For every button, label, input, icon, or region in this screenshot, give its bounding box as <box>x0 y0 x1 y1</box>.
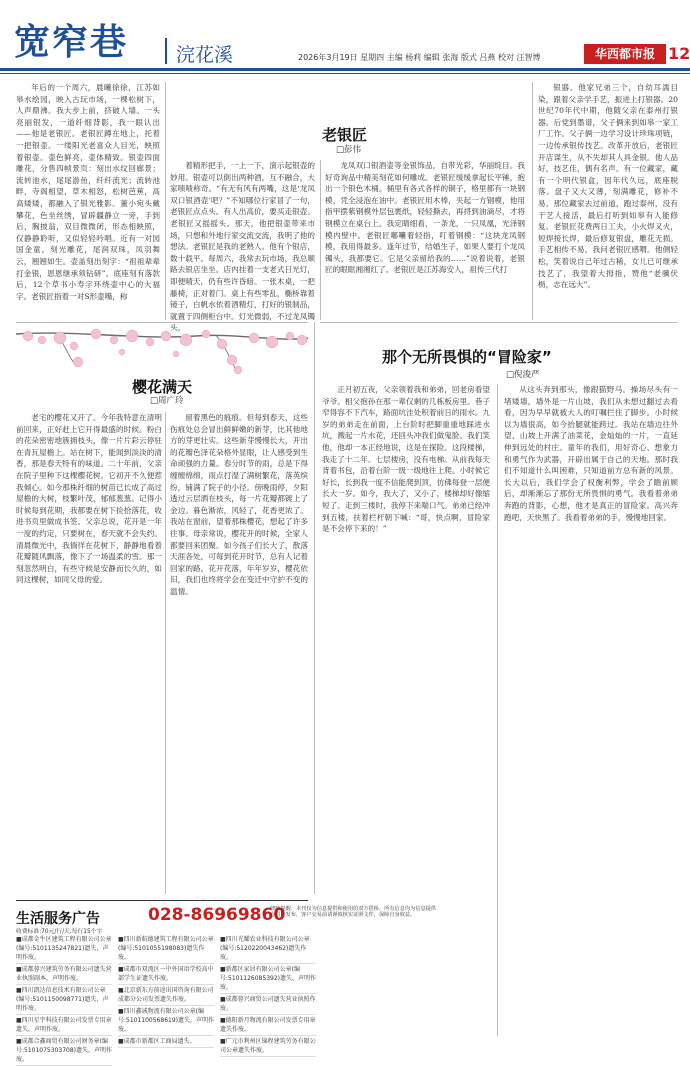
ad-section-title: 生活服务广告 <box>16 911 100 927</box>
article-paragraph: 年后的一个周六，晨曦徐徐，江苏如皋水绘园，映入古玩市场，一棵松树下，人声鼎沸。我大步上前，挤破人墙。一头亮丽银发，一道纤细背影，我一眼认出——他是老银匠。老银匠蹲在地上，托着一把银壶。一缕阳光老喜众人目光，映照着银壶。壶色鲜亮，壶体精致。银壶四面雕花，分售四帧景页：刻出水纹回廊景；流转池水，尾尾游鱼，纤纤流光；流转池畔，寺阁相望，草木相怒，松树芭蕉，高高矮矮，都融入了银光雅影。董小宛头戴攀花，色坐丝绣，冒辟疆静立一旁，手到后，胸披翁，双目微微闭，形态相映照，仅静静聆听，又似轻轻吟唱。近有一对园国金童，刻光雕花，尾润双珠，凤羽舞云，翘翘如生。壶盖刻出刻字：“祖祖辈辈打金银，恩恩继承须钻研”。底座刻有落款后，12个草书小寿字环绕壶中心的大福字。老银匠指着一对S形壶嘴，称 <box>16 83 160 301</box>
ad-item: ■新都区家居有限公司公章(编号:5101126085392)遗失，声明作废。 <box>220 964 316 994</box>
column-divider <box>165 82 166 320</box>
article-column <box>504 384 678 1036</box>
ad-item: ■成都市双流区一中外国语学校高中部学生证遗失作废。 <box>118 964 214 985</box>
ad-item: ■成都市新都区工商局遗失。 <box>118 1036 214 1048</box>
article-paragraph: 留着黑色的痕痕。但每到春天，这些伤痕处总会冒出鲜鲜嫩的新芽，比其他地方的芽更壮实。这些新芽慢慢长大，开出的花瓣色泽花朵格外显眼，让人感受到生命顽强的力量。春分时节的雨，总是下得缠缠绵绵，雨点打湿了满树繁花，落英缤纷，铺满了院子的小径。傍晚雨停，夕阳透过云层洒在枝头，每一片花瓣都镀上了金边。暮色渐浓，风轻了，花香更浓了。我站在窗前，望着那株樱花，想起了许多往事。母亲常说，樱花开的时候，全家人都要回来团聚。如今孩子们长大了，散落天涯各处，可每到花开时节，总有人记着回家的路。花开花落，年年岁岁，樱花依旧，我们也终将学会在变迁中守护不变的温情。 <box>170 413 308 596</box>
ad-item: ■成都合鑫商贸有限公司财务章(编号:5101075303708)遗失，声明作废。 <box>16 1036 112 1066</box>
article-byline: □周广玲 <box>150 396 184 406</box>
page-number: 12 <box>668 44 690 63</box>
ad-column <box>16 934 112 1063</box>
article-paragraph: 正月初五夜，父亲领着我和弟弟，回老房看望爷爷。相父抱孙在那一辈仅剩的几栋板房里。巷子窄得容不下汽车，路面坑洼处积着前日的雨水。九岁的弟弟走在前面，上台阶时把脚重重地踩进水坑，溅起一片水花，还回头冲我们做鬼脸。我们笑他，他却一本正经地说，这是在探险。这段楼梯，我走了十二年。七层楼房，没有电梯。从前我每天背着书包，沿着台阶一级一级地往上爬。小时候它好长，长到我一度不信能爬到顶，仿佛每登一层便长大一岁。如今，我大了，又小了，楼梯却好像缩短了。走到三楼时，我停下来喘口气。弟弟已经冲到五楼，扶着栏杆朝下喊：“哥，快点啊，冒险家是不会停下来的！” <box>322 385 490 534</box>
column-divider <box>497 384 498 1036</box>
header-divider <box>165 38 167 64</box>
ad-column <box>220 934 316 1054</box>
ad-item: ■成都金牛区建筑工程有限公司公章(编号:5101135247821)遗失，声明作废。 <box>16 934 112 964</box>
section-title: 宽窄巷 <box>14 22 129 63</box>
ad-fee-note: 收费标准:70元/行/天,每行15个字 <box>16 929 103 935</box>
ad-item: ■四川鑫诚物流有限公司公章(编号:5101100568619)遗失，声明作废。 <box>118 1006 214 1036</box>
ad-item: ■成都蓉兴建筑劳务有限公司遗失营业执照副本，声明作废。 <box>16 964 112 985</box>
article-title: 老银匠 <box>322 126 368 144</box>
ad-divider <box>16 900 308 901</box>
article-column <box>16 82 160 320</box>
article-title: 樱花满天 <box>132 378 193 396</box>
article-paragraph: 从这头奔到那头，像跟猫野马。操场尽头有一堵矮墙，墙外是一片山坡，我们从未想过翻过去看看，因为早早就被大人的叮嘱拦住了脚步。小时候以为墙很高，如今抬腿就能跨过。我站在墙边往外望，山坡上开满了油菜花，金灿灿的一片，一直延伸到远处的村庄。童年的我们，用好奇心、想象力和勇气作为武器，开辟出属于自己的天地。那时我们不知道什么叫困难，只知道前方总有新的风景。长大以后，我们学会了权衡利弊，学会了瞻前顾后，却渐渐忘了那份无所畏惧的勇气。我看着弟弟奔跑的背影，心想，他才是真正的冒险家。高兴奔跑吧，天快黑了。我看着弟弟的手，慢慢地回家。 <box>504 385 678 522</box>
ad-phone: 028-86969860 <box>148 905 286 925</box>
column-divider <box>165 412 166 894</box>
article-paragraph: 老宅的樱花又开了。今年我特意在清明前回来，正好赶上它开得最盛的时候。粉白的花朵密密地簇拥枝头，像一片片彩云停驻在青瓦屋檐上。站在树下，能闻到淡淡的清香，那是春天特有的味道。二十年前，父亲在院子里种下这棵樱花树。它初开不久便惹我倾心。如今那株纤细的树苗已长成了高过屋檐的大树，枝繁叶茂，郁郁葱葱。记得小时候每到花期，我都要在树下捡拾落花，收进书页里做成书签。父亲总说，花开是一年一度的约定，只要树在，春天就不会失约。清晨微光中，我徜徉在花树下，静静地看着花瓣随风飘落，像下了一场温柔的雪。那一刻忽然明白，有些守候是安静而长久的，如同这棵树，如同父母的爱。 <box>16 413 162 585</box>
article-column <box>538 82 678 320</box>
article-paragraph: 银器。他家兄弟三个，自幼耳濡目染，跟着父亲学手艺，振进上打银器。20世纪70年代中期，他随父亲在泰州打银器。后党到墨谱，父子俩来到如皋一家工厂工作。父子俩一边学习设计珍珠项链，一边传承银传技艺。改革开放后，老银匠开店谋生，从不失却其人具金银。他人品好，技艺佳，偶有名声。有一位藏家，藏有一个明代银盒，因年代久远，底座脱落。盘子又大又薄，刻满雕花，修补不易。那位藏家去过前道，跑过泰州，没有干艺人接活，最后打听到如皋有人能修复。老银匠花费两日工夫，小火焊又火，短焊接长焊，最后修复银盘，雕花无损。手艺相传不易，我问老银匠感喟。他侧轻松，笑着说自己年过古稀，女儿已可继承技艺了，我望着大拇指，赞他“老骥伏枥，志在远大”。 <box>538 83 678 290</box>
ad-disclaimer: 律师提醒：本刊仅为信息提供和使用的双方搭桥，所有信息均为信息提供方自行发布，客户交易前请谨慎核实证照文件，保障自身权益。 <box>270 906 437 919</box>
article-byline: □倪浚严 <box>506 370 540 380</box>
ad-item: ■四川新航德建筑工程有限公司公章(编号:5101055198083)遗失作废。 <box>118 934 214 964</box>
cherry-blossom-illustration <box>16 326 308 378</box>
ad-column <box>118 934 214 1046</box>
article-column <box>170 160 315 333</box>
header-rule-thin <box>0 73 690 74</box>
section-divider <box>320 322 678 323</box>
article-paragraph: 着精形把手，一上一下，演示起银壶的妙用。银壶可以倒出两种酒，互不融合，大家啧啧称奇。“有无有风有两嘴，这是‘龙凤双口银酒壶’吧？”不知哪位行家冒了一句，老银匠点点头。有人出高价，要买走银壶。老银匠又摇摇头。那天，他把银壶带来市场，只想和外地行家交流交流，我明了他的想法。老银匠是我的老熟人。他有个银店，数十载平。每周六，我常去玩市场，我总顺路去银店坐坐。店内挂着一支老式日光灯，即便晴天，仍有些许昏暗。一张木桌，一把藤椅，正对着门。桌上有些零乱，椭桥靠着镜子，白帆水依着酒精灯，打好的银制品，就置于四侧柜台中。灯光微弱，不过龙凤镯头， <box>170 161 315 333</box>
header-rule <box>0 68 690 71</box>
ad-item: ■德阳新月物流有限公司发票专用章遗失作废。 <box>220 1015 316 1036</box>
article-column <box>170 412 308 894</box>
ad-grid <box>16 934 440 1063</box>
column-divider <box>532 82 533 320</box>
section-subtitle: 浣花溪 <box>176 44 234 66</box>
ad-item: ■成都蓉兴商贸公司遗失营业执照作废。 <box>220 994 316 1015</box>
ad-item: ■北京新东方前途出国咨询有限公司成都分公司发票遗失作废。 <box>118 985 214 1006</box>
column-divider <box>320 160 321 320</box>
ad-item: ■四川凯达信息技术有限公司公章(编号:5101150098771)遗失，声明作废。 <box>16 985 112 1015</box>
column-divider <box>314 322 315 894</box>
article-paragraph: 龙凤双口银酒壶等金银饰品，自带光彩，华丽绽目。我好奇询品中精美刻花如何雕成。老银匠缓缓拿起长平锤，抱出一个银色木桶。桶里有各式各样的铜子，格里都有一块钢模，凭全浸泡在油中。老银匠用木棒，夹起一方钢模，他用指甲摆紫钢模外层包裹纸，轻轻撕去，再捋到油滴尽，才将钢模立在桌台上。我定睛细看，一条龙，一只凤凰，光泽钢模内壁中。老银匠嘟囔着轻指，叮着钢模：“这块龙凤钢模，我用得最多。逢年过节，结婚生子，如果人要打个龙凤镯头，我都要它。它是父亲留给我的……”说着说着，老银匠的眼眶湘湘红了。老银匠是江苏海安人，祖传三代打 <box>325 161 525 275</box>
section-divider <box>16 322 308 323</box>
newspaper-logo: 华西都市报 <box>584 44 666 64</box>
article-column <box>325 160 525 320</box>
article-byline: □彭伟 <box>336 145 362 155</box>
article-title: 那个无所畏惧的“冒险家” <box>382 348 552 366</box>
ad-item: ■广元市利州区锦程建筑劳务有限公司公章遗失作废。 <box>220 1036 316 1057</box>
header-meta: 2026年3月19日 星期四 主编 杨莉 编辑 张海 版式 吕燕 校对 汪智博 <box>298 53 541 62</box>
ad-item: ■四川星宇科技有限公司发票专用章遗失，声明作废。 <box>16 1015 112 1036</box>
article-column <box>16 412 162 894</box>
ad-item: ■四川光耀农业科技有限公司公章(编号:5120220043462)遗失作废。 <box>220 934 316 964</box>
